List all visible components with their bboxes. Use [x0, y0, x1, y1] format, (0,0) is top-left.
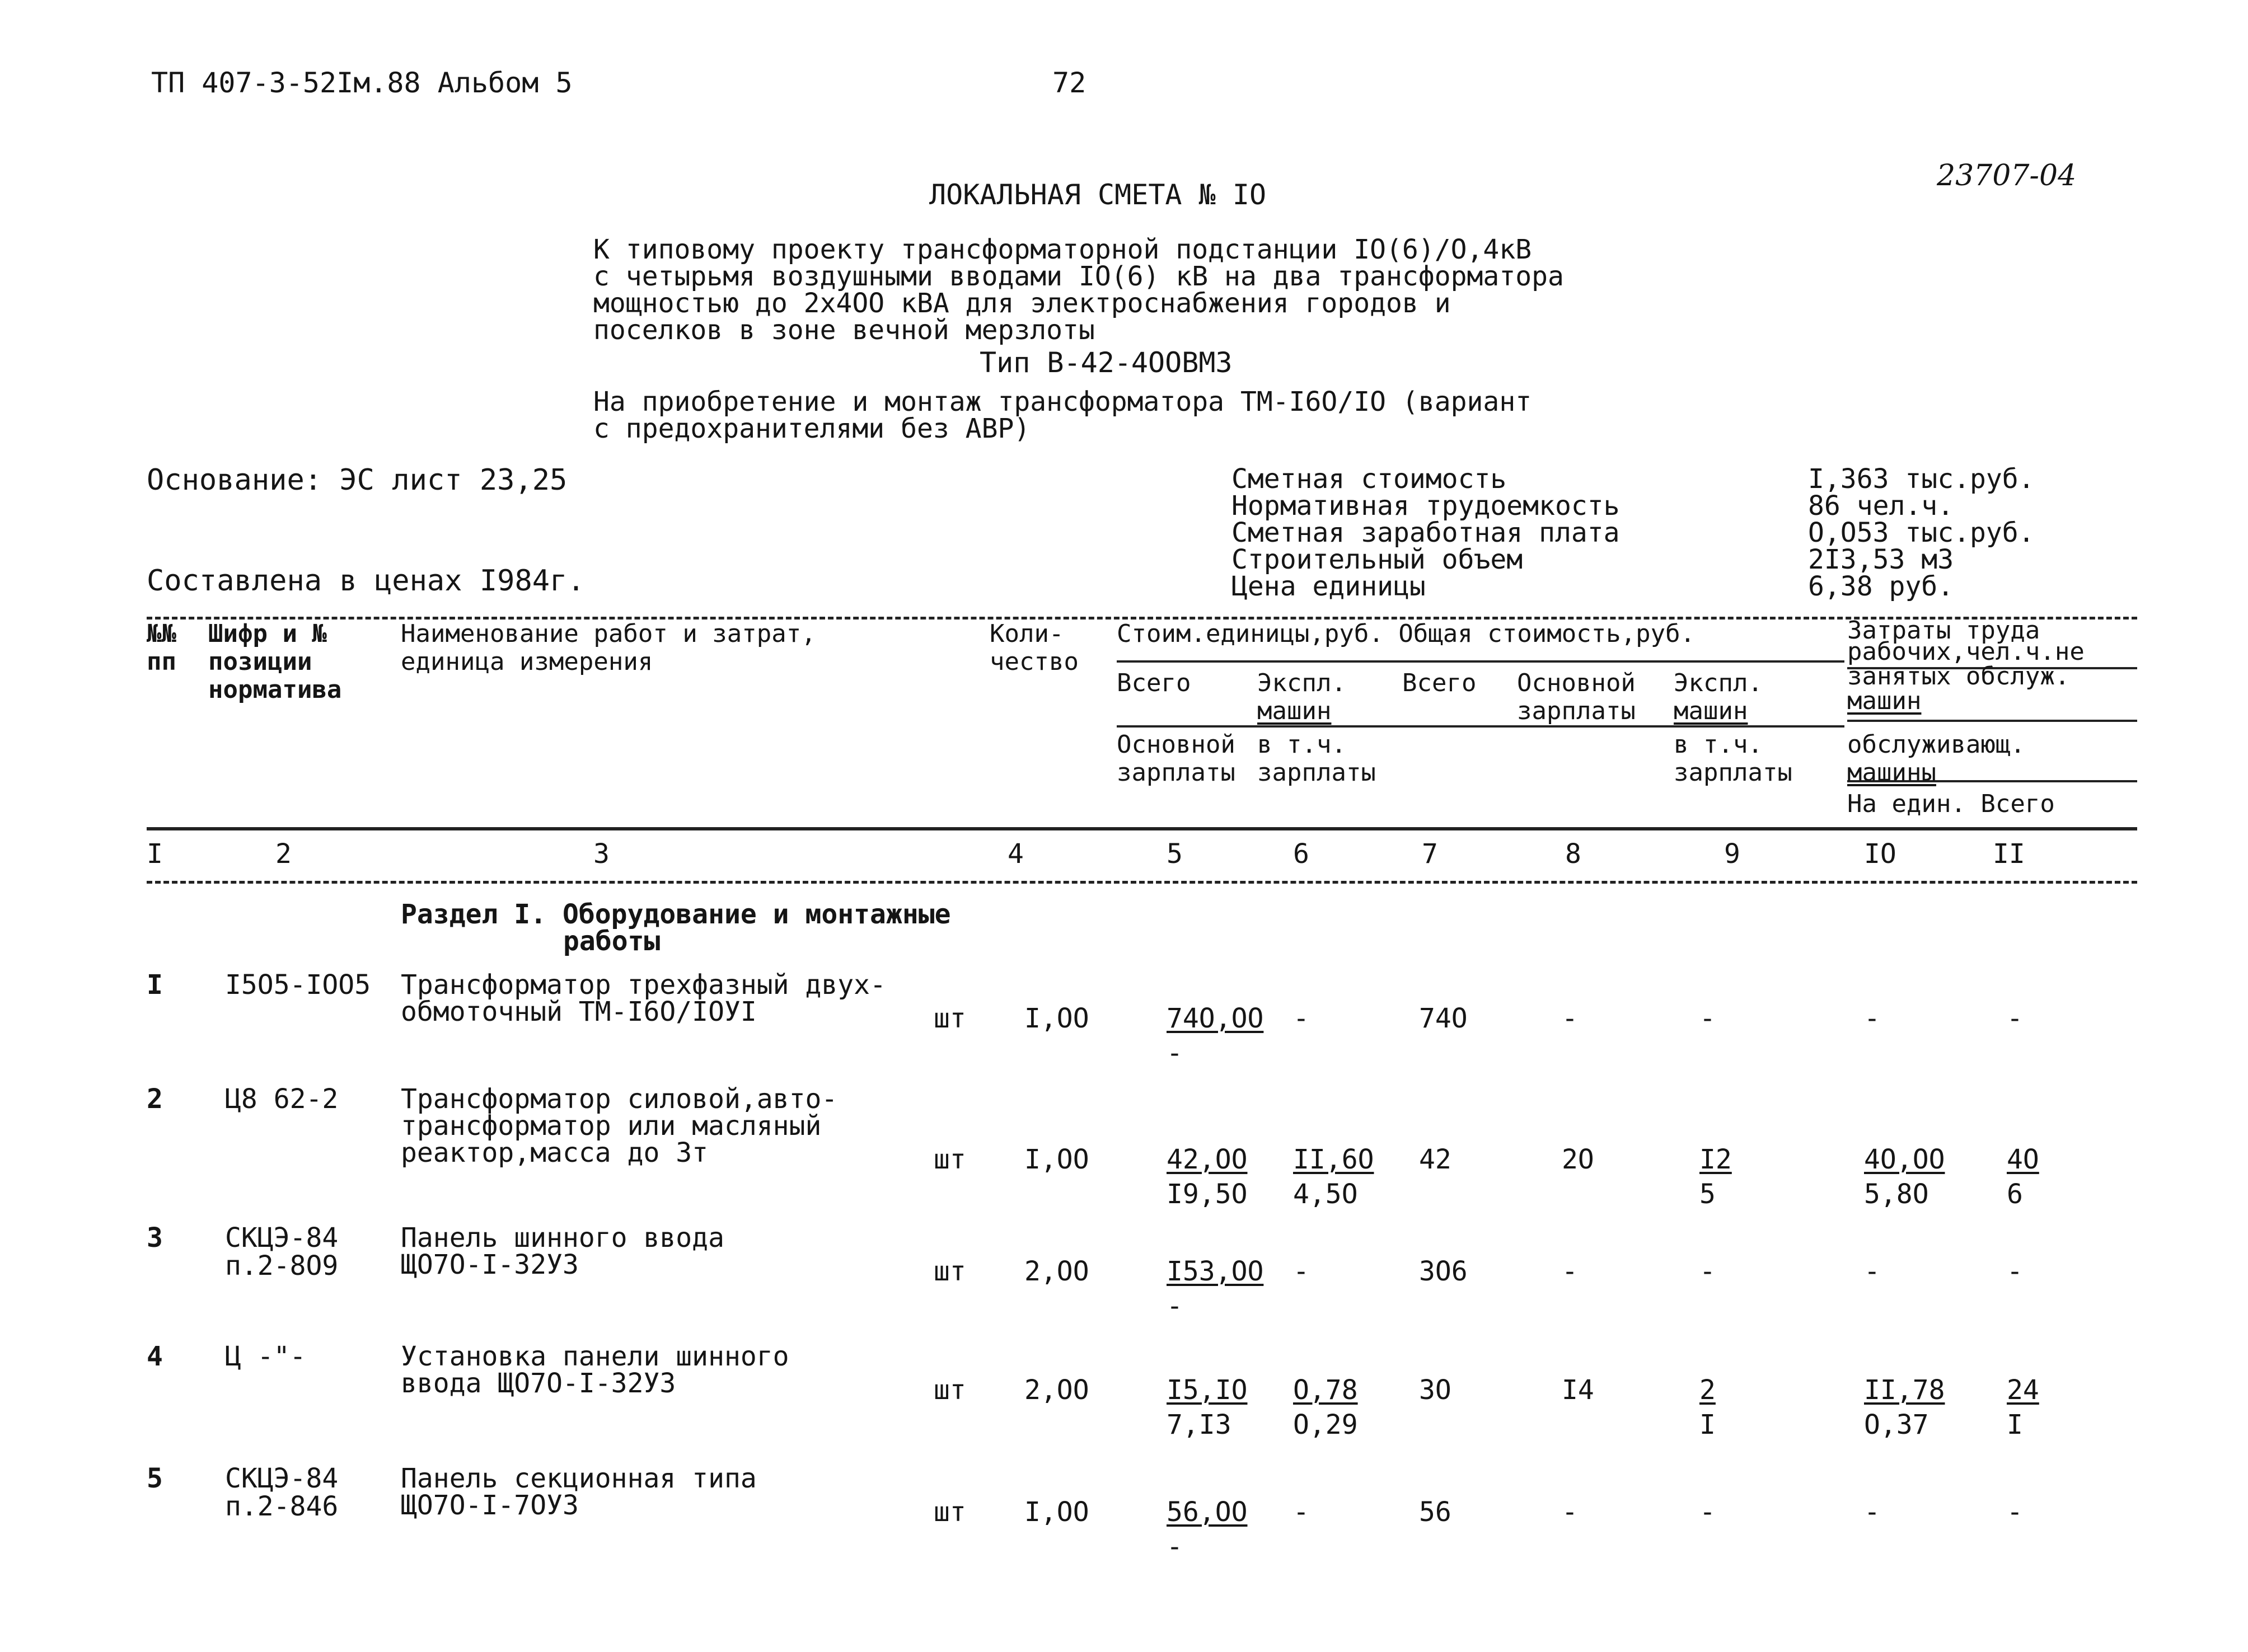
row-number: 2 — [147, 1083, 163, 1115]
row-unit-cost-top: 56,OO — [1167, 1496, 1248, 1528]
row-unit: шт — [934, 1496, 966, 1528]
column-number: 5 — [1167, 838, 1183, 870]
row-number: 5 — [147, 1463, 163, 1494]
summary-value: 86 чел.ч. — [1808, 490, 1954, 522]
row-total-cost: 74O — [1419, 1003, 1468, 1034]
column-numbers-rule — [147, 881, 2137, 884]
row-base-wages: - — [1562, 1003, 1578, 1034]
project-description — [593, 236, 1564, 344]
row-unit-cost-top: 74O,OO — [1167, 1003, 1264, 1034]
purpose-line: с предохранителями без АВР) — [593, 413, 1031, 444]
row-labor-per-unit-bottom: 5,8O — [1864, 1179, 1929, 1210]
row-labor-total-top: 24 — [2007, 1374, 2039, 1406]
cost-subheader-rule — [1117, 725, 1844, 728]
row-quantity: 2,OO — [1024, 1256, 1089, 1287]
column-number: 2 — [275, 838, 292, 870]
row-unit-machine-cost-top: II,6O — [1293, 1144, 1374, 1175]
header-cost-group: Стоим.единицы,руб. Общая стоимость,руб. — [1117, 620, 1696, 648]
row-quantity: I,OO — [1024, 1003, 1089, 1034]
row-number: 3 — [147, 1222, 163, 1254]
header-unit-machines: Экспл. машин — [1257, 669, 1346, 725]
section-title: Раздел I. Оборудование и монтажные работы — [401, 899, 951, 957]
description-line: мощностью до 2х4OO кВА для электроснабжения городов и — [593, 288, 1451, 319]
header-code: Шифр и № позиции норматива — [208, 620, 342, 704]
row-code: п.2-846 — [225, 1491, 339, 1522]
row-work-name: ЩО7О-I-32УЗ — [401, 1249, 579, 1280]
row-code: Ц8 62-2 — [225, 1083, 339, 1115]
row-unit-cost-bottom: - — [1167, 1038, 1183, 1069]
header-base-wages: Основной зарплаты — [1517, 669, 1636, 725]
column-number: I — [147, 838, 163, 870]
row-machine-cost-bottom: 5 — [1699, 1179, 1716, 1210]
header-labor-service: обслуживающ. машины — [1847, 730, 2025, 787]
summary-labels — [1231, 463, 1620, 602]
column-number: 4 — [1008, 838, 1024, 870]
header-unit-wages: Основной зарплаты — [1117, 730, 1235, 787]
summary-value: 2I3,53 мЗ — [1808, 544, 1954, 575]
summary-label: Нормативная трудоемкость — [1231, 490, 1620, 522]
row-unit-cost-top: I5,IO — [1167, 1374, 1248, 1406]
summary-value: I,363 тыс.руб. — [1808, 463, 2035, 495]
row-unit-cost-bottom: - — [1167, 1290, 1183, 1322]
estimate-title: ЛОКАЛЬНАЯ СМЕТА № IO — [929, 179, 1267, 211]
row-work-name: обмоточный ТМ-I6O/IOУI — [401, 996, 757, 1027]
row-code: СКЦЭ-84 — [225, 1222, 339, 1254]
row-code: Ц -"- — [225, 1341, 306, 1372]
labor-subheader-rule — [1847, 720, 2137, 722]
row-unit-cost-top: I53,OO — [1167, 1256, 1264, 1287]
row-labor-per-unit-top: - — [1864, 1256, 1880, 1287]
column-number: 6 — [1293, 838, 1309, 870]
row-total-cost: 42 — [1419, 1144, 1451, 1175]
row-labor-total-top: - — [2007, 1003, 2023, 1034]
substation-type: Тип В-42-4OOВМЗ — [980, 346, 1233, 379]
row-labor-total-bottom: I — [2007, 1409, 2023, 1440]
row-code: СКЦЭ-84 — [225, 1463, 339, 1494]
row-unit-cost-bottom: - — [1167, 1531, 1183, 1562]
row-unit: шт — [934, 1374, 966, 1406]
row-unit-cost-top: 42,OO — [1167, 1144, 1248, 1175]
row-labor-per-unit-top: 4O,OO — [1864, 1144, 1945, 1175]
header-unit-total: Всего — [1117, 669, 1191, 697]
row-quantity: 2,OO — [1024, 1374, 1089, 1406]
basis-note: Основание: ЭС лист 23,25 — [147, 463, 568, 497]
summary-label: Строительный объем — [1231, 544, 1523, 575]
row-machine-cost-top: I2 — [1699, 1144, 1732, 1175]
header-overall-machine-wages: в т.ч. зарплаты — [1674, 730, 1792, 787]
row-machine-cost-top: - — [1699, 1496, 1716, 1528]
row-work-name: Трансформатор трехфазный двух- — [401, 969, 886, 1001]
row-base-wages: 2O — [1562, 1144, 1594, 1175]
row-total-cost: 56 — [1419, 1496, 1451, 1528]
row-machine-cost-bottom: I — [1699, 1409, 1716, 1440]
row-machine-cost-top: - — [1699, 1003, 1716, 1034]
row-work-name: Панель секционная типа — [401, 1463, 757, 1494]
row-unit-cost-bottom: I9,5O — [1167, 1179, 1248, 1210]
row-labor-per-unit-top: - — [1864, 1003, 1880, 1034]
header-overall-total: Всего — [1402, 669, 1477, 697]
row-unit: шт — [934, 1256, 966, 1287]
row-quantity: I,OO — [1024, 1496, 1089, 1528]
column-number: IO — [1864, 838, 1896, 870]
row-labor-total-bottom: 6 — [2007, 1179, 2023, 1210]
row-work-name: ввода ЩО7О-I-32УЗ — [401, 1368, 676, 1399]
row-number: I — [147, 969, 163, 1001]
row-base-wages: - — [1562, 1256, 1578, 1287]
row-labor-per-unit-bottom: O,37 — [1864, 1409, 1929, 1440]
header-labor-group: Затраты труда рабочих,чел.ч.не занятых обслуж. машин — [1847, 616, 2085, 715]
header-overall-machines: Экспл. машин — [1674, 669, 1763, 725]
row-number: 4 — [147, 1341, 163, 1372]
estimate-purpose — [593, 388, 1532, 442]
header-work-name: Наименование работ и затрат, единица измерения — [401, 620, 816, 676]
price-level-note: Составлена в ценах I984г. — [147, 564, 585, 598]
row-unit-machine-cost-bottom: O,29 — [1293, 1409, 1358, 1440]
summary-label: Сметная заработная плата — [1231, 517, 1620, 548]
summary-value: O,O53 тыс.руб. — [1808, 517, 2035, 548]
summary-label: Цена единицы — [1231, 571, 1426, 602]
row-labor-per-unit-top: - — [1864, 1496, 1880, 1528]
column-number: 8 — [1565, 838, 1581, 870]
row-labor-total-top: - — [2007, 1496, 2023, 1528]
header-bottom-rule — [147, 827, 2137, 830]
row-unit-machine-cost-top: - — [1293, 1496, 1309, 1528]
row-unit-machine-cost-top: - — [1293, 1003, 1309, 1034]
purpose-line: На приобретение и монтаж трансформатора ТМ-I6O/IO (вариант — [593, 386, 1532, 417]
row-code: п.2-8O9 — [225, 1250, 339, 1282]
row-work-name: Установка панели шинного — [401, 1341, 789, 1372]
header-quantity: Коли- чество — [990, 620, 1079, 676]
row-machine-cost-top: 2 — [1699, 1374, 1716, 1406]
summary-value: 6,38 руб. — [1808, 571, 1954, 602]
column-number: 9 — [1724, 838, 1740, 870]
header-labor-units: На един. Всего — [1847, 790, 2055, 818]
row-work-name: трансформатор или масляный — [401, 1110, 822, 1142]
description-line: с четырьмя воздушными вводами IO(6) кВ на два трансформатора — [593, 261, 1564, 292]
page-number: 72 — [1052, 67, 1086, 99]
handwritten-stamp: 23707-04 — [1937, 159, 2077, 193]
row-work-name: Панель шинного ввода — [401, 1222, 724, 1254]
row-total-cost: 3O — [1419, 1374, 1451, 1406]
row-total-cost: 3O6 — [1419, 1256, 1468, 1287]
summary-label: Сметная стоимость — [1231, 463, 1507, 495]
header-unit-machine-wages: в т.ч. зарплаты — [1257, 730, 1376, 787]
column-number: 3 — [593, 838, 610, 870]
row-quantity: I,OO — [1024, 1144, 1089, 1175]
column-number: 7 — [1422, 838, 1438, 870]
row-unit: шт — [934, 1003, 966, 1034]
row-labor-total-top: - — [2007, 1256, 2023, 1287]
row-unit-machine-cost-top: - — [1293, 1256, 1309, 1287]
row-unit-cost-bottom: 7,I3 — [1167, 1409, 1231, 1440]
row-work-name: Трансформатор силовой,авто- — [401, 1083, 838, 1115]
row-labor-per-unit-top: II,78 — [1864, 1374, 1945, 1406]
row-code: I5O5-IOO5 — [225, 969, 371, 1001]
row-unit-machine-cost-top: O,78 — [1293, 1374, 1358, 1406]
row-unit: шт — [934, 1144, 966, 1175]
header-row-number: №№ пп — [147, 620, 176, 676]
row-unit-machine-cost-bottom: 4,5O — [1293, 1179, 1358, 1210]
row-labor-total-top: 4O — [2007, 1144, 2039, 1175]
row-base-wages: - — [1562, 1496, 1578, 1528]
row-machine-cost-top: - — [1699, 1256, 1716, 1287]
row-work-name: реактор,масса до 3т — [401, 1137, 709, 1168]
description-line: К типовому проекту трансформаторной подстанции IO(6)/O,4кВ — [593, 234, 1532, 265]
row-work-name: ЩО7О-I-7ОУЗ — [401, 1490, 579, 1521]
summary-values — [1808, 463, 2035, 602]
cost-group-rule — [1117, 660, 1844, 663]
column-number: II — [1993, 838, 2025, 870]
row-base-wages: I4 — [1562, 1374, 1594, 1406]
document-code: ТП 407-3-52Iм.88 Альбом 5 — [151, 67, 573, 99]
description-line: поселков в зоне вечной мерзлоты — [593, 315, 1095, 346]
